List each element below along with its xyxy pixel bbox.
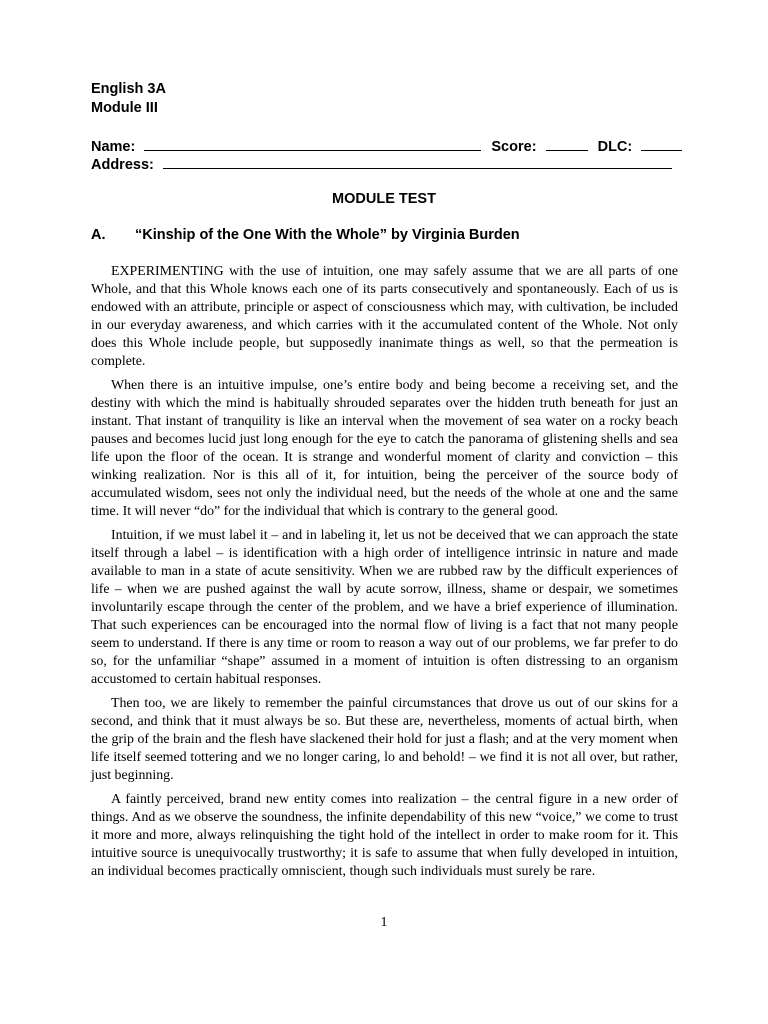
dlc-label: DLC: (597, 139, 633, 155)
paragraph: EXPERIMENTING with the use of intuition, one may safely assume that we are all parts of one Whole, and that this Whole knows each one of its parts consecutively and spontaneously. Each of us is endowed with an attribute, principle or aspect of consciousness which may, with cultivation, be included in our everyday awareness, and which carries with it the accumulated content of the Whole. Not only does this Whole include people, but supposedly inanimate things as well, so that the permeation is complete. (91, 264, 678, 369)
section-letter: A. (91, 227, 106, 243)
name-score-row (91, 136, 682, 156)
essay-body (91, 263, 678, 887)
address-row (91, 154, 672, 174)
paragraph: When there is an intuitive impulse, one’s entire body and being become a receiving set, and the destiny with which the mind is habitually shrouded separates over the hidden truth beneath for just an instant. That instant of tranquility is like an interval when the movement of sea water on a rocky beach pauses and becomes lucid just long enough for the eye to catch the panorama of glistening shells and sea life upon the floor of the ocean. It is strange and wonderful moment of clarity and conviction – this winking realization. Nor is this all of it, for intuition, being the perceiver of the source body of accumulated wisdom, sees not only the individual need, but the needs of the whole at one and the same time. It will never “do” for the individual that which is contrary to the general good. (91, 378, 678, 519)
page-title: MODULE TEST (332, 191, 436, 207)
paragraph: Intuition, if we must label it – and in labeling it, let us not be deceived that we can approach the state itself through a label – is identification with a high order of intelligence intrinsic in nature and made available to man in a state of acute sensitivity. When we are rubbed raw by the difficult experiences of life – when we are pushed against the wall by acute sorrow, illness, shame or despair, we sometimes involuntarily escape through the center of the problem, and we have a brief experience of illumination. That such experiences can be encouraged into the normal flow of living is a fact that not many people seem to understand. If there is any time or room to reason a way out of our problems, we far prefer to do so, for the unfamiliar “shape” assumed in a moment of intuition is often distressing to an organism accustomed to certain habitual responses. (91, 528, 678, 687)
page-number: 1 (380, 915, 388, 930)
module-label: Module III (91, 100, 158, 116)
course-label: English 3A (91, 81, 166, 97)
score-label: Score: (491, 139, 537, 155)
paragraph: Then too, we are likely to remember the painful circumstances that drove us out of our skins for a second, and think that it must always be so. But these are, nevertheless, moments of actual birth, when the grip of the brain and the flesh have slackened their hold for just a flash; and at the very moment when life itself seemed tottering and we no longer caring, lo and behold! – we find it is not all over, but rather, just beginning. (91, 696, 678, 783)
score-blank-field[interactable] (546, 136, 588, 151)
paragraph: A faintly perceived, brand new entity comes into realization – the central figure in a new order of things. And as we observe the soundness, the infinite dependability of this new “voice,” we come to trust it more and more, always relinquishing the tight hold of the intellect in order to make room for it. This intuitive source is unequivocally trustworthy; it is safe to assume that when fully developed in intuition, an individual becomes practically omniscient, though such individuals must surely be rare. (91, 792, 678, 879)
dlc-blank-field[interactable] (641, 136, 682, 151)
address-label: Address: (91, 157, 154, 173)
section-title: “Kinship of the One With the Whole” by Virginia Burden (135, 227, 520, 243)
section-heading (91, 226, 520, 244)
address-blank-field[interactable] (163, 154, 672, 169)
name-blank-field[interactable] (144, 136, 481, 151)
name-label: Name: (91, 139, 136, 155)
